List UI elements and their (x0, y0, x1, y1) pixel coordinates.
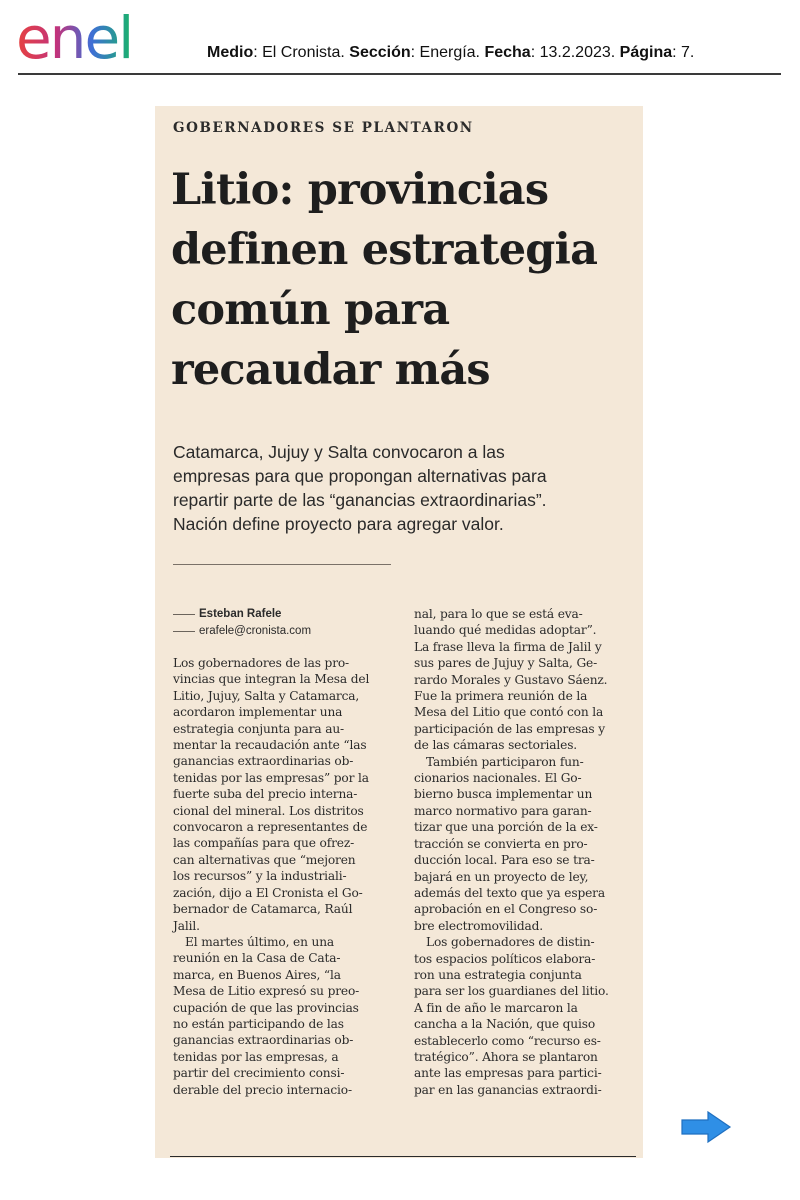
deck-divider (173, 564, 391, 565)
body-line: Mesa del Litio que contó con la (414, 705, 604, 720)
pagina-label: Página (619, 44, 673, 61)
seccion-label: Sección (349, 44, 411, 61)
clipping-bottom-rule (170, 1156, 636, 1157)
body-line: par en las ganancias extraordi- (414, 1082, 602, 1097)
deck-line: Nación define proyecto para agregar valor. (173, 514, 504, 534)
body-line: acordaron implementar una (173, 705, 343, 720)
medio-value: El Cronista. (262, 44, 345, 61)
body-line: los recursos” y la industriali- (173, 869, 347, 884)
byline (173, 606, 311, 640)
body-line: ante las empresas para partici- (414, 1066, 602, 1081)
body-line: bre electromovilidad. (414, 918, 543, 933)
body-line: Litio, Jujuy, Salta y Catamarca, (173, 688, 360, 703)
logo-text: enel (16, 6, 133, 66)
body-line: tenidas por las empresas, a (173, 1049, 339, 1064)
article-deck (173, 440, 633, 536)
body-line: Jalil. (173, 918, 200, 933)
newspaper-clipping (155, 106, 643, 1158)
seccion-value: Energía. (419, 44, 480, 61)
article-headline (171, 160, 636, 400)
headline-line: Litio: provincias (171, 165, 549, 215)
body-line: sus pares de Jujuy y Salta, Ge- (414, 656, 598, 671)
body-line: tenidas por las empresas” por la (173, 770, 369, 785)
body-line: marco normativo para garan- (414, 803, 592, 818)
body-line: cancha a la Nación, que quiso (414, 1017, 596, 1032)
body-line: ganancias extraordinarias ob- (173, 754, 354, 769)
body-line: fuerte suba del precio interna- (173, 787, 358, 802)
body-line: vincias que integran la Mesa del (173, 672, 370, 687)
body-line: tracción se convierta en pro- (414, 836, 588, 851)
body-line: bernador de Catamarca, Raúl (173, 902, 353, 917)
source-metadata: Medio: El Cronista. Sección: Energía. Fecha: 13.2.2023. Página: 7. (207, 44, 695, 61)
body-line: reunión en la Casa de Cata- (173, 951, 341, 966)
headline-line: definen estrategia (171, 225, 598, 275)
body-line: nal, para lo que se está eva- (414, 607, 583, 621)
medio-label: Medio (207, 44, 254, 61)
body-line: El martes último, en una (185, 934, 335, 949)
body-line: ducción local. Para eso se tra- (414, 853, 595, 868)
article-kicker: GOBERNADORES SE PLANTARON (173, 120, 474, 136)
body-line: estrategia conjunta para au- (173, 721, 345, 736)
body-line: Fue la primera reunión de la (414, 689, 588, 704)
body-line: mentar la recaudación ante “las (173, 738, 367, 753)
body-line: ron una estrategia conjunta (414, 967, 582, 982)
enel-logo (16, 6, 186, 66)
body-line: Mesa de Litio expresó su preo- (173, 984, 360, 999)
body-line: además del texto que ya espera (414, 885, 605, 900)
byline-dash (173, 614, 195, 615)
headline-line: común para (171, 285, 450, 335)
body-line: participación de las empresas y (414, 721, 605, 736)
body-line: rardo Morales y Gustavo Sáenz. (414, 672, 608, 687)
body-line: ganancias extraordinarias ob- (173, 1033, 354, 1048)
arrow-right-icon[interactable] (680, 1110, 732, 1144)
body-line: cupación de que las provincias (173, 1000, 359, 1015)
deck-line: repartir parte de las “ganancias extraordinarias”. (173, 490, 547, 510)
body-line: cionarios nacionales. El Go- (414, 771, 582, 786)
body-line: cional del mineral. Los distritos (173, 803, 364, 818)
fecha-value: 13.2.2023. (539, 44, 616, 61)
body-line: para ser los guardianes del litio. (414, 984, 609, 999)
body-line: También participaron fun- (426, 754, 584, 769)
body-line: bajará en un proyecto de ley, (414, 869, 589, 884)
author-name: Esteban Rafele (199, 608, 282, 620)
article-column-right (414, 606, 634, 1098)
body-line: bierno busca implementar un (414, 787, 593, 802)
page-header (0, 0, 800, 80)
body-line: partir del crecimiento consi- (173, 1066, 345, 1081)
body-line: aprobación en el Congreso so- (414, 902, 598, 917)
body-line: Los gobernadores de las pro- (173, 656, 350, 670)
body-line: no están participando de las (173, 1016, 344, 1031)
body-line: zación, dijo a El Cronista el Go- (173, 885, 363, 900)
author-email: erafele@cronista.com (199, 625, 312, 637)
body-line: Los gobernadores de distin- (426, 935, 595, 950)
body-line: can alternativas que “mejoren (173, 852, 356, 867)
headline-line: recaudar más (171, 345, 490, 395)
deck-line: empresas para que propongan alternativas para (173, 466, 547, 486)
deck-line: Catamarca, Jujuy y Salta convocaron a las (173, 442, 505, 462)
body-line: tizar que una porción de la ex- (414, 820, 598, 835)
body-line: marca, en Buenos Aires, “la (173, 967, 341, 982)
byline-dash (173, 631, 195, 632)
body-line: las compañías para que ofrez- (173, 836, 355, 851)
header-divider (18, 73, 781, 75)
pagina-value: 7. (681, 44, 695, 61)
article-column-left (173, 655, 393, 1098)
body-line: de las cámaras sectoriales. (414, 738, 578, 753)
body-line: convocaron a representantes de (173, 820, 368, 835)
body-line: tratégico”. Ahora se plantaron (414, 1049, 598, 1064)
body-line: La frase lleva la firma de Jalil y (414, 639, 602, 654)
body-line: derable del precio internacio- (173, 1082, 352, 1097)
body-line: luando qué medidas adoptar”. (414, 623, 597, 638)
body-line: A fin de año le marcaron la (414, 1000, 578, 1015)
body-line: tos espacios políticos elabora- (414, 951, 596, 966)
fecha-label: Fecha (484, 44, 531, 61)
body-line: establecerlo como “recurso es- (414, 1033, 601, 1048)
